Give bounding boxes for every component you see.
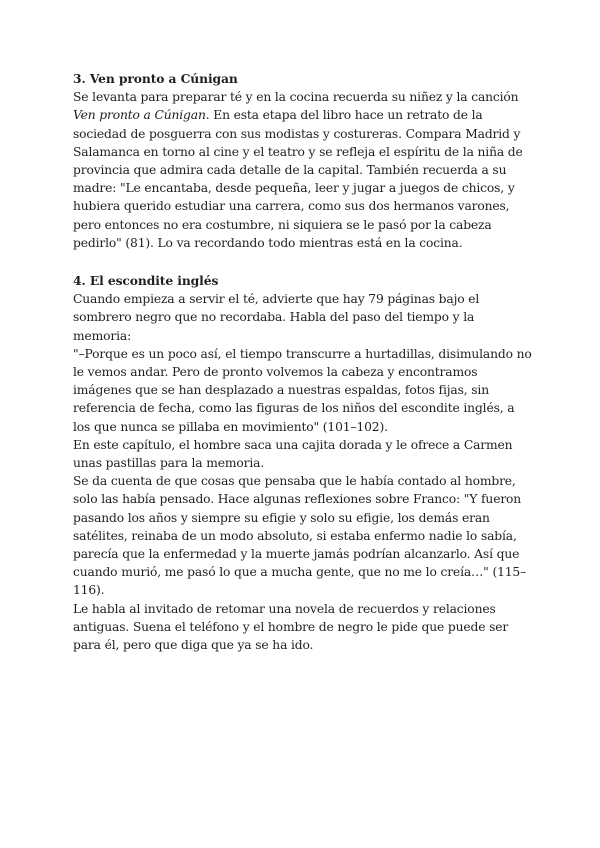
paragraph-text: . En esta etapa del libro hace un retrato de la sociedad de posguerra con sus modistas y costureras. Compara Madrid y Salamanca en torno al cine y el teatro y se refleja el espíritu de la niña de provincia que admira cada detalle de la capital. También recuerda a su madre: "Le encantaba, desde pequeña, leer y jugar a juegos de chicos, y hubiera querido estudiar una carrera, como sus dos hermanos varones, pero entonces no era costumbre, ni siquiera se le pasó por la cabeza pedirlo" (81). Lo va recordando todo mientras está en la cocina. bbox=[73, 108, 523, 250]
section-paragraph: Le habla al invitado de retomar una novela de recuerdos y relaciones antiguas. Suena el teléfono y el hombre de negro le pide que puede ser para él, pero que diga que ya se ha ido. bbox=[73, 601, 509, 653]
section-ven-pronto-a-cunigan bbox=[73, 70, 533, 252]
section-paragraph: En este capítulo, el hombre saca una cajita dorada y le ofrece a Carmen unas pastillas para la memoria. bbox=[73, 437, 513, 471]
song-title: Ven pronto a Cúnigan bbox=[73, 108, 206, 123]
section-paragraph bbox=[73, 88, 533, 252]
section-heading: 3. Ven pronto a Cúnigan bbox=[73, 71, 238, 86]
section-el-escondite-ingles bbox=[73, 272, 533, 654]
section-quote: "–Porque es un poco así, el tiempo transcurre a hurtadillas, disimulando no le vemos andar. Pero de pronto volvemos la cabeza y encontramos imágenes que se han desplazado a nuestras espaldas, fotos fijas, sin referencia de fecha, como las figuras de los niños del escondite inglés, a los que nunca se pillaba en movimiento" (101–102). bbox=[73, 346, 532, 434]
section-paragraph: Se da cuenta de que cosas que pensaba que le había contado al hombre, solo las había pensado. Hace algunas reflexiones sobre Franco: "Y fueron pasando los años y siempre su efigie y solo su efigie, los demás eran satélites, reinaba de un modo absoluto, si estaba enfermo nadie lo sabía, parecía que la enfermedad y la muerte jamás podrían alcanzarlo. Así que cuando murió, me pasó lo que a mucha gente, que no me lo creía…" (115–116). bbox=[73, 474, 527, 598]
paragraph-text: Se levanta para preparar té y en la cocina recuerda su niñez y la canción bbox=[73, 90, 519, 105]
document-page bbox=[73, 70, 533, 654]
section-heading: 4. El escondite inglés bbox=[73, 273, 219, 289]
section-paragraph: Cuando empieza a servir el té, advierte que hay 79 páginas bajo el sombrero negro que no recordaba. Habla del paso del tiempo y la memoria: bbox=[73, 292, 480, 343]
